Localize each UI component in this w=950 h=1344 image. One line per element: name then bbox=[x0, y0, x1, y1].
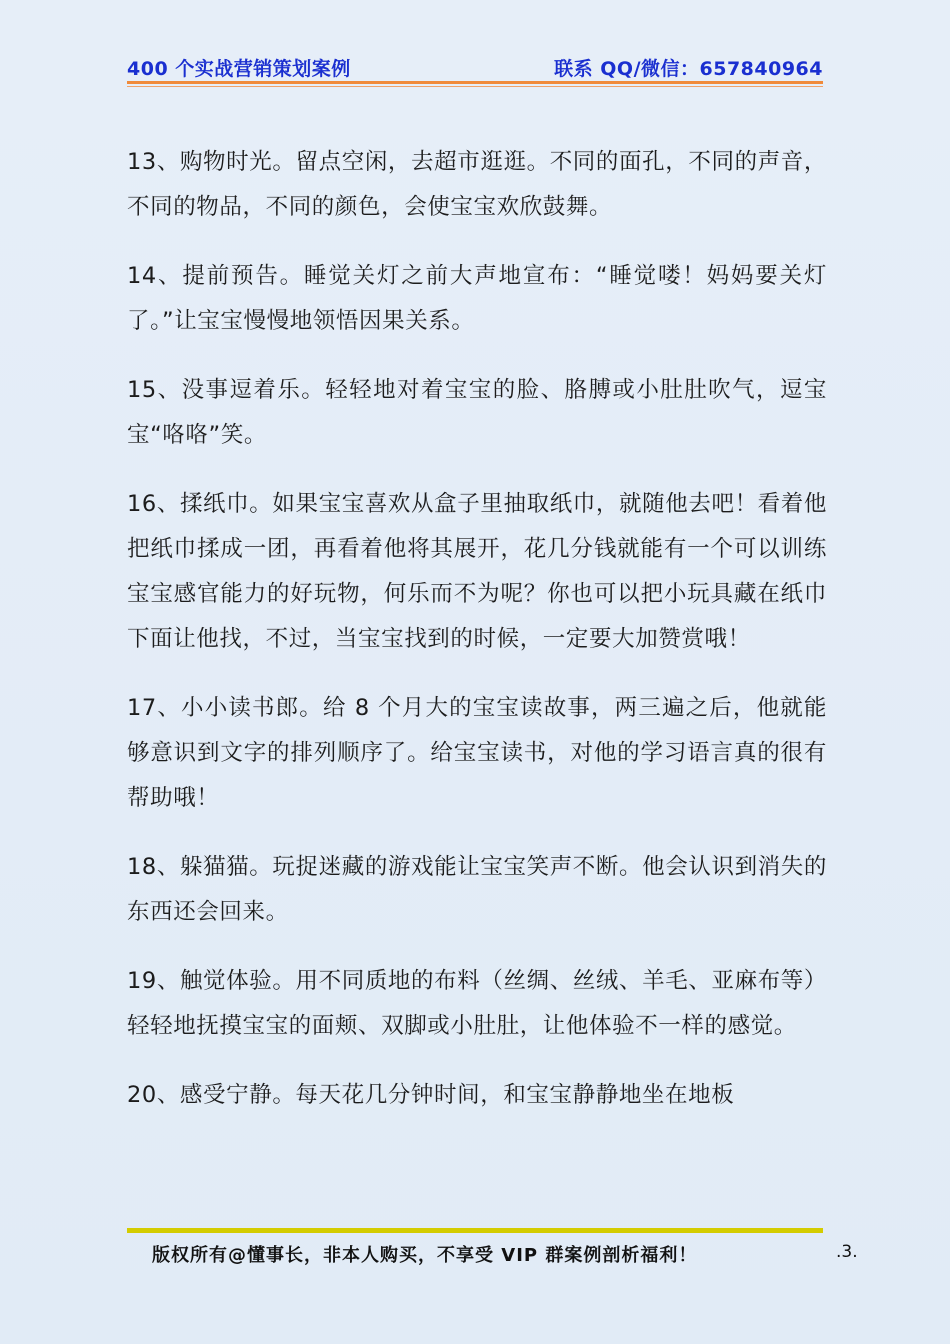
paragraph-18: 18、躲猫猫。玩捉迷藏的游戏能让宝宝笑声不断。他会认识到消失的东西还会回来。 bbox=[127, 854, 827, 925]
paragraph-20: 20、感受宁静。每天花几分钟时间，和宝宝静静地坐在地板 bbox=[127, 1082, 735, 1108]
footer-divider bbox=[127, 1228, 823, 1233]
document-body bbox=[127, 140, 827, 1142]
paragraph-16: 16、揉纸巾。如果宝宝喜欢从盒子里抽取纸巾，就随他去吧！看着他把纸巾揉成一团，再看着他将其展开，花几分钱就能有一个可以训练宝宝感官能力的好玩物，何乐而不为呢？你也可以把小玩具藏在纸巾下面让他找，不过，当宝宝找到的时候，一定要大加赞赏哦！ bbox=[127, 491, 827, 652]
paragraph-14: 14、提前预告。睡觉关灯之前大声地宣布：“睡觉喽！妈妈要关灯了。”让宝宝慢慢地领悟因果关系。 bbox=[127, 263, 827, 334]
header-contact: 联系 QQ/微信：657840964 bbox=[554, 58, 823, 80]
header-divider-thin bbox=[127, 86, 823, 87]
paragraph-15: 15、没事逗着乐。轻轻地对着宝宝的脸、胳膊或小肚肚吹气，逗宝宝“咯咯”笑。 bbox=[127, 377, 827, 448]
paragraph-17: 17、小小读书郎。给 8 个月大的宝宝读故事，两三遍之后，他就能够意识到文字的排列顺序了。给宝宝读书，对他的学习语言真的很有帮助哦！ bbox=[127, 695, 827, 811]
page-number: .3. bbox=[836, 1242, 858, 1262]
paragraph-19: 19、触觉体验。用不同质地的布料（丝绸、丝绒、羊毛、亚麻布等）轻轻地抚摸宝宝的面颊、双脚或小肚肚，让他体验不一样的感觉。 bbox=[127, 968, 827, 1039]
header-title: 400 个实战营销策划案例 bbox=[127, 58, 351, 80]
page-header bbox=[127, 54, 823, 80]
footer-copyright: 版权所有@懂事长，非本人购买，不享受 VIP 群案例剖析福利！ bbox=[152, 1245, 698, 1266]
paragraph-13: 13、购物时光。留点空闲，去超市逛逛。不同的面孔，不同的声音，不同的物品，不同的颜色，会使宝宝欢欣鼓舞。 bbox=[127, 149, 827, 220]
header-divider bbox=[127, 81, 823, 84]
